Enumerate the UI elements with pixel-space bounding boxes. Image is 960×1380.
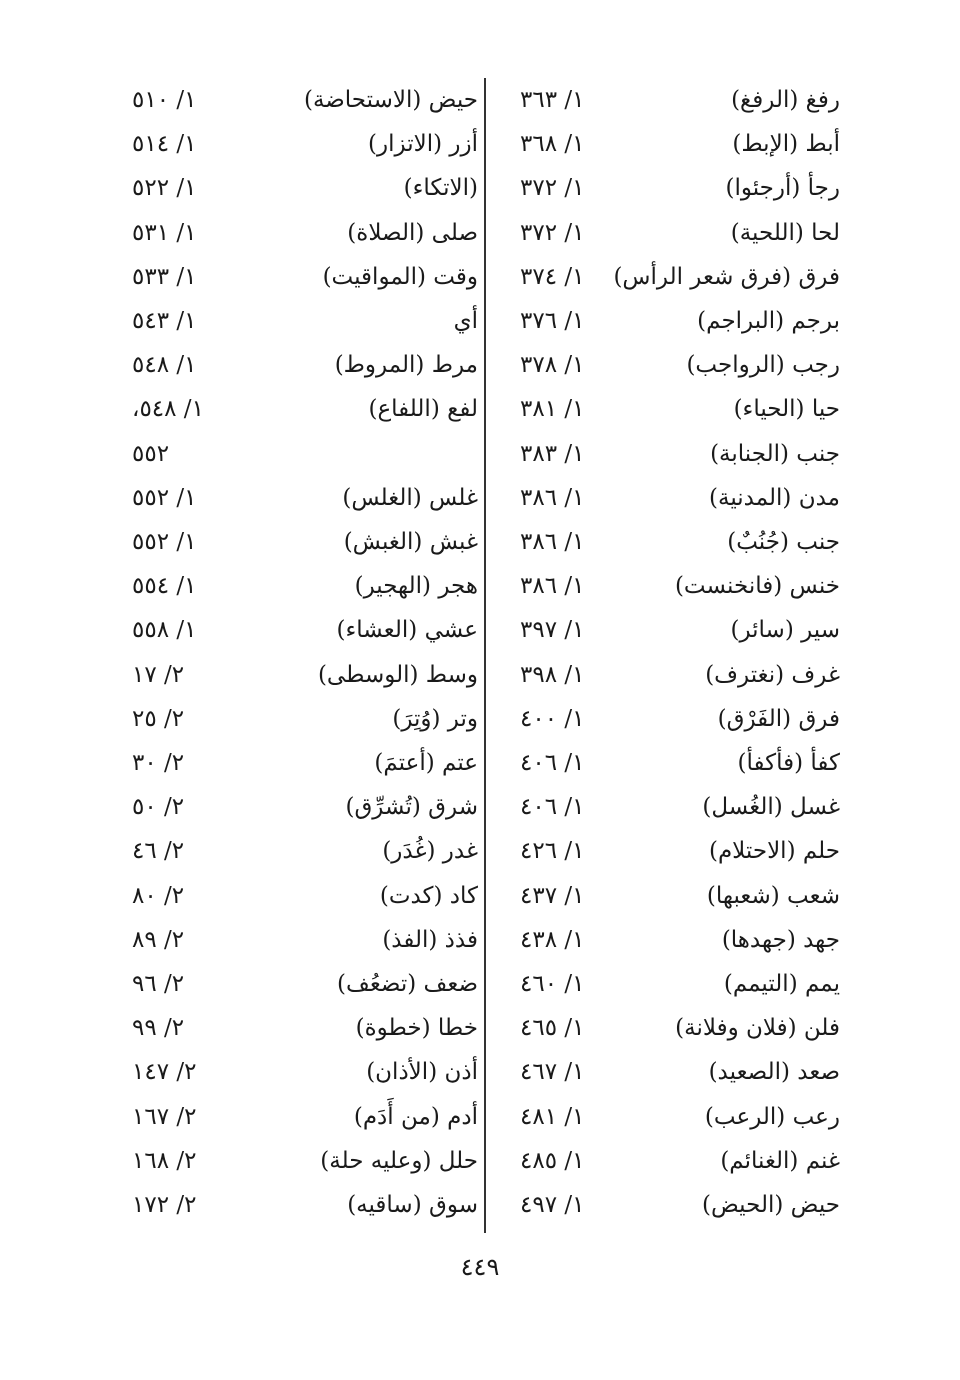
index-entry xyxy=(490,299,850,343)
entry-reference: ٢/ ١٦٧ xyxy=(132,1103,197,1130)
index-entry xyxy=(490,255,850,299)
entry-reference: ١/ ٥٤٣ xyxy=(132,308,197,334)
entry-term: وسط (الوسطى) xyxy=(317,661,478,688)
index-entry xyxy=(490,343,850,387)
index-entry xyxy=(490,78,850,122)
entry-reference: ٢/ ١٤٧ xyxy=(132,1059,197,1086)
index-entry xyxy=(490,1183,850,1227)
entry-reference: ١/ ٤٦٠ xyxy=(520,971,585,997)
entry-reference: ١/ ٤٨١ xyxy=(520,1103,585,1130)
index-entry xyxy=(100,564,484,608)
entry-term: أبط (الإبط) xyxy=(732,131,840,158)
entry-reference: ١/ ٤٠٦ xyxy=(520,794,585,821)
entry-term: حلل (وعليه حلة) xyxy=(320,1147,478,1174)
index-entry xyxy=(100,432,484,476)
entry-reference: ١/ ٣٦٨ xyxy=(520,131,585,158)
entry-reference: ١/ ٥١٤ xyxy=(132,131,197,158)
entry-term: شرق (تُشرِّق) xyxy=(345,794,478,821)
index-entry xyxy=(490,962,850,1006)
entry-reference: ١/ ٥١٠ xyxy=(132,87,197,113)
index-entry xyxy=(490,785,850,829)
entry-term: غرف (نغترف) xyxy=(705,661,840,688)
index-entry xyxy=(100,476,484,520)
entry-term: عشي (العشاء) xyxy=(336,617,478,644)
index-entry xyxy=(100,1006,484,1050)
entry-term: أذن (الأذان) xyxy=(366,1059,478,1086)
index-entry xyxy=(100,255,484,299)
entry-reference: ١/ ٤٠٠ xyxy=(520,705,585,732)
entry-term: صعد (الصعيد) xyxy=(708,1059,840,1086)
index-entry xyxy=(100,299,484,343)
entry-term: يمم (التيمم) xyxy=(723,971,840,997)
entry-reference: ١/ ٥٥٤ xyxy=(132,573,197,600)
entry-term: عتم (أعتمَ) xyxy=(374,750,478,776)
entry-term: برجم (البراجم) xyxy=(697,308,840,334)
entry-reference: ١/ ٣٨٦ xyxy=(520,484,585,511)
index-entry xyxy=(490,741,850,785)
index-entry xyxy=(100,741,484,785)
entry-term: مدن (المدنية) xyxy=(709,484,840,511)
index-entry xyxy=(100,343,484,387)
entry-reference: ١/ ٤٠٦ xyxy=(520,750,585,776)
entry-reference: ٢/ ٤٦ xyxy=(132,838,185,865)
entry-reference: ١/ ٣٨٣ xyxy=(520,440,585,467)
index-entry xyxy=(100,653,484,697)
entry-term: لحا (اللحية) xyxy=(730,219,840,246)
entry-reference: ١/ ٥٤٨ xyxy=(132,352,197,379)
entry-reference: ١/ ٤٣٨ xyxy=(520,926,585,953)
column-divider xyxy=(484,78,486,1233)
entry-term: (الاتكاء) xyxy=(403,175,478,202)
index-entry xyxy=(490,1050,850,1094)
entry-term: غلس (الغلس) xyxy=(342,484,478,511)
entry-reference: ٢/ ٨٠ xyxy=(132,882,185,909)
entry-term: شعب (شعبها) xyxy=(706,882,840,909)
index-entry xyxy=(490,122,850,166)
index-entry xyxy=(100,1183,484,1227)
entry-term: حيض (الحيض) xyxy=(702,1192,840,1218)
entry-term: رجأ (أرجئوا) xyxy=(725,175,840,202)
entry-term: أزر (الاتزار) xyxy=(368,131,478,158)
index-entry xyxy=(100,874,484,918)
entry-reference: ٢/ ١٧ xyxy=(132,661,185,688)
entry-term: لفع (اللفاع) xyxy=(368,396,478,423)
entry-term: أدم (من أَدَم) xyxy=(353,1103,478,1130)
entry-term: حيض (الاستحاضة) xyxy=(303,87,478,113)
entry-term: رجب (الرواجب) xyxy=(686,352,840,379)
index-entry xyxy=(490,387,850,431)
index-entry xyxy=(490,432,850,476)
entry-term: فذذ (الفذ) xyxy=(382,926,478,953)
entry-term: مرط (المروط) xyxy=(334,352,478,379)
index-entry xyxy=(490,1139,850,1183)
entry-term: غبش (الغبش) xyxy=(343,529,478,555)
index-entry xyxy=(100,785,484,829)
entry-reference: ١/ ٥٥٢ xyxy=(132,529,197,555)
entry-term: جنب (جُنُبٌ) xyxy=(727,529,840,555)
entry-reference: ٢/ ٨٩ xyxy=(132,926,185,953)
entry-term: رعب (الرعب) xyxy=(704,1103,840,1130)
entry-term: فرق (الفَرْق) xyxy=(717,705,840,732)
entry-term: وتر (وُتِرَ) xyxy=(392,705,478,732)
index-entry xyxy=(490,520,850,564)
entry-reference: ١/ ٣٧٤ xyxy=(520,263,585,290)
entry-term: خطا (خطوة) xyxy=(355,1015,478,1042)
index-entry xyxy=(490,564,850,608)
index-entry xyxy=(490,697,850,741)
entry-reference: ١/ ٣٧٦ xyxy=(520,308,585,334)
entry-term: هجر (الهجير) xyxy=(354,573,478,600)
index-entry xyxy=(100,520,484,564)
entry-term: جهد (جهدها) xyxy=(721,926,840,953)
entry-reference: ١/ ٣٨٦ xyxy=(520,529,585,555)
entry-term: خنس (فانخنست) xyxy=(674,573,840,600)
entry-reference: ١/ ٣٩٧ xyxy=(520,617,585,644)
entry-reference: ١/ ٣٨١ xyxy=(520,396,585,423)
index-entry xyxy=(100,1095,484,1139)
entry-reference: ١/ ٤٩٧ xyxy=(520,1192,585,1218)
entry-term: وقت (المواقيت) xyxy=(322,263,478,290)
entry-reference: ٢/ ٥٠ xyxy=(132,794,185,821)
entry-reference: ١/ ٤٨٥ xyxy=(520,1147,585,1174)
index-entry xyxy=(100,211,484,255)
index-entry xyxy=(490,1095,850,1139)
entry-term: كفأ (فأكفأ) xyxy=(737,750,840,776)
entry-reference: ١/ ٤٣٧ xyxy=(520,882,585,909)
entry-reference: ١/ ٣٨٦ xyxy=(520,573,585,600)
entry-term: حلم (الاحتلام) xyxy=(708,838,840,865)
entry-reference: ١/ ٣٩٨ xyxy=(520,661,585,688)
index-entry xyxy=(490,918,850,962)
entry-term: سوق (ساقيه) xyxy=(347,1192,478,1218)
index-entry xyxy=(490,211,850,255)
index-entry xyxy=(100,1050,484,1094)
index-entry xyxy=(100,1139,484,1183)
entry-term: حيا (الحياء) xyxy=(733,396,840,423)
index-entry xyxy=(100,962,484,1006)
entry-term: كاد (كدت) xyxy=(379,882,478,909)
index-entry xyxy=(100,122,484,166)
entry-term: ضعف (تضعُف) xyxy=(337,971,478,997)
entry-reference: ١/ ٥٥٨ xyxy=(132,617,197,644)
entry-term: غنم (الغنائم) xyxy=(720,1147,840,1174)
entry-term: أي xyxy=(453,308,478,334)
entry-reference: ٢/ ٩٩ xyxy=(132,1015,185,1042)
entry-reference: ١/ ٥٣١ xyxy=(132,219,197,246)
entry-term: صلى (الصلاة) xyxy=(347,219,478,246)
entry-term: جنب (الجنابة) xyxy=(710,440,840,467)
index-entry xyxy=(100,608,484,652)
entry-term: فلن (فلان وفلانة) xyxy=(675,1015,840,1042)
index-entry xyxy=(490,829,850,873)
index-entry xyxy=(100,829,484,873)
entry-term: سير (سائر) xyxy=(730,617,840,644)
index-entry xyxy=(490,166,850,210)
index-entry xyxy=(100,918,484,962)
entry-reference: ١/ ٣٧٨ xyxy=(520,352,585,379)
entry-reference: ١/ ٣٧٢ xyxy=(520,175,585,202)
entry-reference: ١/ ٥٤٨، xyxy=(132,396,204,423)
entry-reference: ١/ ٤٦٧ xyxy=(520,1059,585,1086)
index-entry xyxy=(100,78,484,122)
entry-reference: ٥٥٢ xyxy=(132,440,170,467)
index-entry xyxy=(490,608,850,652)
index-entry xyxy=(490,653,850,697)
entry-reference: ٢/ ٩٦ xyxy=(132,971,185,997)
entry-reference: ١/ ٤٦٥ xyxy=(520,1015,585,1042)
index-entry xyxy=(490,1006,850,1050)
index-entry xyxy=(100,697,484,741)
entry-reference: ٢/ ٢٥ xyxy=(132,705,185,732)
entry-reference: ٢/ ١٦٨ xyxy=(132,1147,197,1174)
entry-reference: ٢/ ٣٠ xyxy=(132,750,185,776)
page-number: ٤٤٩ xyxy=(460,1253,500,1281)
index-entry xyxy=(100,166,484,210)
index-entry xyxy=(490,874,850,918)
index-entry xyxy=(490,476,850,520)
entry-reference: ١/ ٣٧٢ xyxy=(520,219,585,246)
entry-term: غسل (الغُسل) xyxy=(702,794,840,821)
entry-term: رفغ (الرفغ) xyxy=(731,87,840,113)
entry-reference: ١/ ٥٢٢ xyxy=(132,175,197,202)
entry-term: غدر (غُدَر) xyxy=(382,838,478,865)
entry-reference: ٢/ ١٧٢ xyxy=(132,1192,197,1218)
entry-term: فرق (فرق شعر الرأس) xyxy=(613,263,840,290)
entry-reference: ١/ ٣٦٣ xyxy=(520,87,585,113)
entry-reference: ١/ ٥٣٣ xyxy=(132,263,197,290)
index-entry xyxy=(100,387,484,431)
entry-reference: ١/ ٤٢٦ xyxy=(520,838,585,865)
entry-reference: ١/ ٥٥٢ xyxy=(132,484,197,511)
